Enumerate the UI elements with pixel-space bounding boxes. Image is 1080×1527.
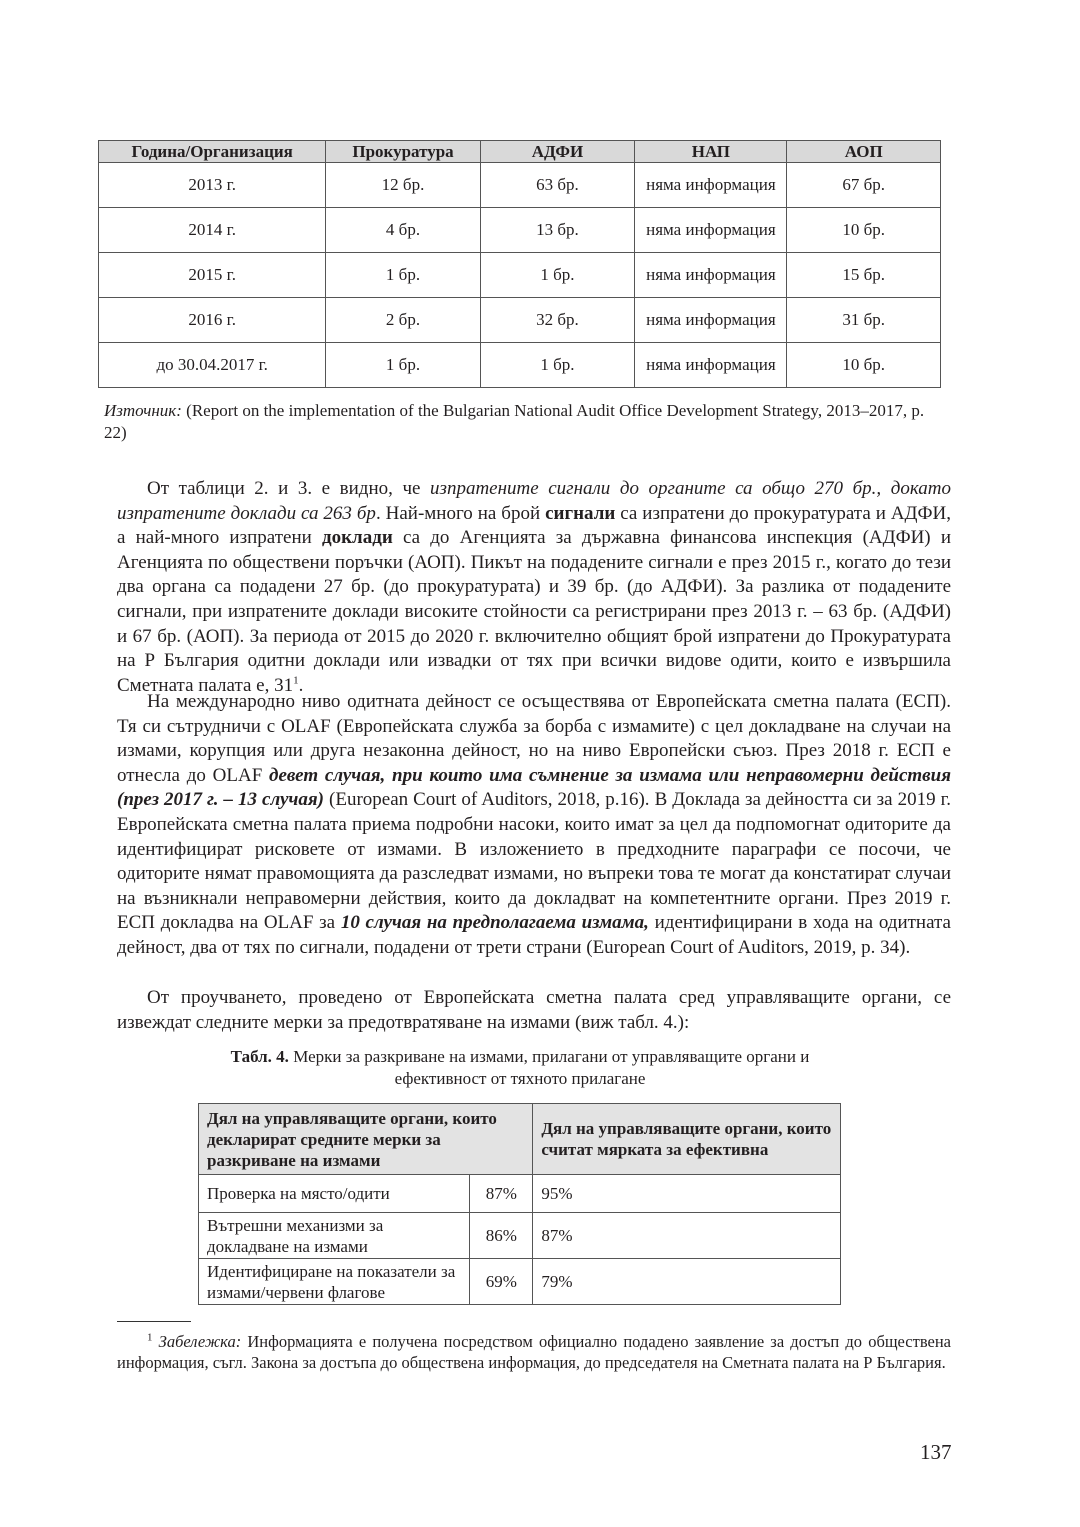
text-segment: доклади: [321, 527, 393, 549]
table-cell: 1 бр.: [326, 253, 480, 298]
measure-cell: Проверка на място/одити: [199, 1175, 470, 1213]
footnote: [117, 1331, 951, 1373]
percent-cell: 95%: [533, 1175, 841, 1213]
table-cell: няма информация: [635, 253, 787, 298]
paragraph-1: [117, 477, 951, 698]
table-source: [104, 400, 944, 444]
header-cell: Година/Организация: [99, 141, 326, 163]
text-segment: От проучването, проведено от Европейската сметна палата сред управляващите органи, се извеждат следните мерки за предотвратяване на измами (виж табл. 4.):: [117, 987, 951, 1033]
table-cell: 2015 г.: [99, 253, 326, 298]
table-cell: 32 бр.: [480, 298, 635, 343]
percent-cell: 69%: [470, 1259, 533, 1305]
footnote-text: Информацията е получена посредством официално подадено заявление за достъп до обществена информация, съгл. Закона за достъпа до обществена информация, до председателя на Сметната палата на Р България.: [117, 1332, 952, 1372]
table-cell: 12 бр.: [326, 163, 480, 208]
table-cell: 1 бр.: [326, 343, 480, 388]
text-segment: 10 случая на предполагаема измама,: [340, 912, 649, 934]
table-row: [99, 253, 941, 298]
footnote-divider: [117, 1321, 191, 1322]
table-row: [99, 208, 941, 253]
measure-cell: Идентифициране на показатели за измами/червени флагове: [199, 1259, 470, 1305]
measure-cell: Вътрешни механизми за докладване на измами: [199, 1213, 470, 1259]
table-cell: 31 бр.: [787, 298, 941, 343]
caption-text: Мерки за разкриване на измами, прилагани от управляващите органи и ефективност от тяхното прилагане: [288, 1047, 810, 1088]
table-cell: 2013 г.: [99, 163, 326, 208]
text-segment: са изпратени до прокуратурата и АДФИ, а най-много изпратени: [117, 502, 951, 549]
text-segment: От таблици 2. и 3. е видно, че: [147, 478, 431, 499]
text-segment: 1: [293, 674, 299, 687]
caption-label: Табл. 4.: [230, 1047, 289, 1066]
table-cell: 10 бр.: [787, 208, 941, 253]
table-cell: 1 бр.: [480, 343, 635, 388]
table-row: [199, 1213, 841, 1259]
table-cell: 2014 г.: [99, 208, 326, 253]
text-segment: .: [298, 674, 304, 696]
header-cell: Дял на управляващите органи, които декларират средните мерки за разкриване на измами: [199, 1104, 533, 1175]
table-row: [199, 1259, 841, 1305]
header-cell: Дял на управляващите органи, които считат мярката за ефективна: [533, 1104, 841, 1175]
table-row: [199, 1175, 841, 1213]
footnote-number: 1: [147, 1331, 153, 1344]
paragraph-2: [117, 690, 951, 961]
table-cell: 13 бр.: [480, 208, 635, 253]
text-segment: (European Court of Auditors, 2018, p.16). В Доклада за дейността си за 2019 г. Европейската сметна палата приема подробни насоки, които имат за цел да подпомогнат одиторите да идентифицират рисковете от измами. В изложението в предходните параграфи се посочи, че одиторите нямат правомощията да разследват измами, но въпреки това те могат да констатират случаи на възникнали неправомерни действия, които да докладват на компетентните органи. През 2019 г. ЕСП докладва на OLAF за: [117, 789, 951, 934]
text-segment: девет случая, при които има съмнение за измама или неправомерни действия (през 2017 г. – 13 случая): [117, 764, 951, 811]
table-cell: 63 бр.: [480, 163, 635, 208]
text-segment: На международно ниво одитната дейност се осъществява от Европейската сметна палата (ЕСП). Тя си сътрудничи с OLAF (Европейската служба за борба с измамите) с цел докладване на случаи на измами, корупция или друга незаконна дейност, но на ниво Европейски съюз. През 2018 г. ЕСП е отнесла до OLAF: [117, 691, 951, 786]
table-cell: 2 бр.: [326, 298, 480, 343]
percent-cell: 87%: [470, 1175, 533, 1213]
text-segment: идентифицирани в хода на одитната дейност, два от тях по сигнали, подадени от трети страни (European Court of Auditors, 2019, p. 34).: [117, 912, 951, 958]
paragraph-3: [117, 986, 951, 1035]
percent-cell: 86%: [470, 1213, 533, 1259]
table-row: [99, 298, 941, 343]
fraud-measures-table: [198, 1103, 841, 1305]
table-cell: 67 бр.: [787, 163, 941, 208]
table-cell: няма информация: [635, 208, 787, 253]
table-header-row: [199, 1104, 841, 1175]
table-row: [99, 343, 941, 388]
table-cell: 2016 г.: [99, 298, 326, 343]
table-cell: 1 бр.: [480, 253, 635, 298]
header-cell: НАП: [635, 141, 787, 163]
percent-cell: 87%: [533, 1213, 841, 1259]
text-segment: сигнали: [545, 502, 616, 524]
table-cell: 15 бр.: [787, 253, 941, 298]
header-cell: АДФИ: [480, 141, 635, 163]
text-segment: са до Агенцията за държавна финансова инспекция (АДФИ) и Агенцията по обществени поръчки (АОП). Пикът на подадените сигнали е през 2015 г., когато до тези два органа са подадени 27 бр. (до прокуратурата) и 39 бр. (до АДФИ). За разлика от подадените сигнали, при изпратените доклади високите стойности са регистрирани през 2013 г. – 63 бр. (АДФИ) и 67 бр. (АОП). За периода от 2015 до 2020 г. включително общият брой изпратени до Прокуратурата на Р България одитни доклади или извадки от тях при всички видове одити, които е извършила Сметната палата е, 31: [117, 527, 951, 696]
text-segment: изпратените сигнали до органите са общо 270 бр., докато изпратените доклади са 263 бр: [117, 478, 951, 524]
header-cell: АОП: [787, 141, 941, 163]
table-cell: 4 бр.: [326, 208, 480, 253]
header-cell: Прокуратура: [326, 141, 480, 163]
table-cell: няма информация: [635, 163, 787, 208]
signals-reports-table: [98, 140, 941, 388]
page-number: 137: [920, 1440, 952, 1464]
percent-cell: 79%: [533, 1259, 841, 1305]
table-4-caption: [195, 1046, 845, 1090]
text-segment: . Най-много на брой: [375, 502, 546, 524]
source-text: (Report on the implementation of the Bulgarian National Audit Office Development Strategy, 2013–2017, p. 22): [104, 401, 925, 442]
table-header-row: [99, 141, 941, 163]
table-cell: няма информация: [635, 298, 787, 343]
table-cell: 10 бр.: [787, 343, 941, 388]
footnote-label: Забележка:: [158, 1332, 242, 1351]
table-cell: до 30.04.2017 г.: [99, 343, 326, 388]
source-label: Източник:: [104, 401, 182, 420]
table-row: [99, 163, 941, 208]
table-cell: няма информация: [635, 343, 787, 388]
